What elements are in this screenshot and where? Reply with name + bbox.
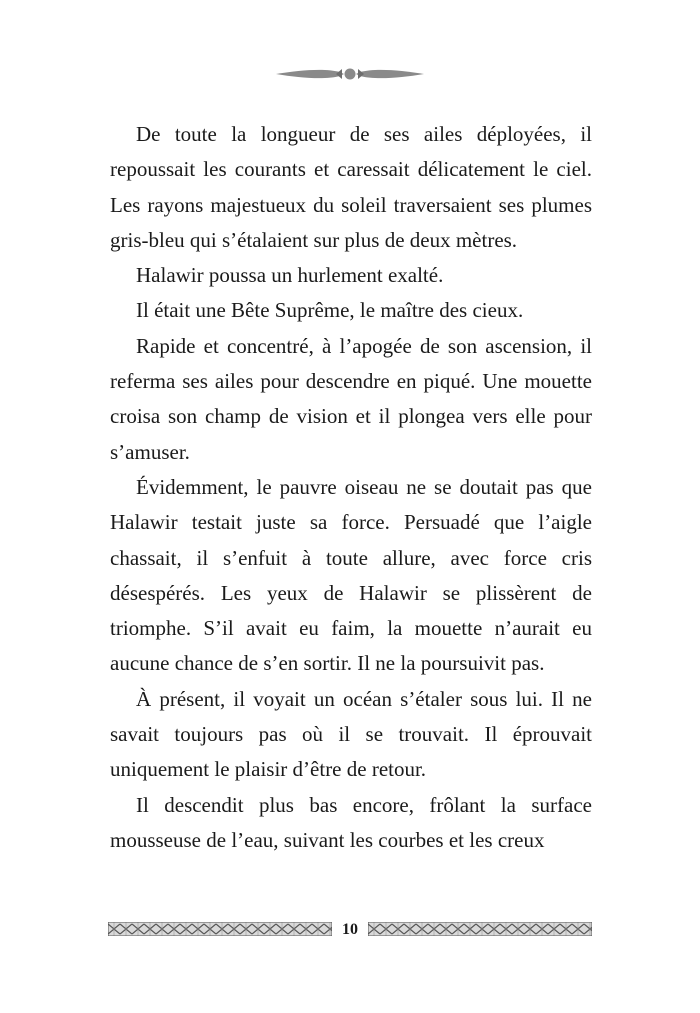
- paragraph: Il était une Bête Suprême, le maître des cieux.: [136, 298, 524, 323]
- body-text: [110, 117, 592, 858]
- paragraph: Rapide et concentré, à l’apogée de son ascension, il referma ses ailes pour descendre en piqué. Une mouette croisa son champ de vision et il plongea vers elle pour s’amuser.: [110, 333, 592, 464]
- paragraph: À présent, il voyait un océan s’étaler sous lui. Il ne savait toujours pas où il se trouvait. Il éprouvait uniquement le plaisir d’être de retour.: [110, 686, 592, 782]
- top-ornament: [270, 62, 430, 86]
- footer-ornament-right: [368, 922, 592, 936]
- page-footer: [108, 918, 592, 946]
- footer-ornament-left: [108, 922, 332, 936]
- paragraph: Halawir poussa un hurlement exalté.: [136, 263, 444, 288]
- paragraph: Il descendit plus bas encore, frôlant la surface mousseuse de l’eau, suivant les courbes et les creux: [110, 792, 592, 852]
- page-number: 10: [342, 921, 358, 938]
- paragraph: De toute la longueur de ses ailes déployées, il repoussait les courants et caressait délicatement le ciel. Les rayons majestueux du soleil traversaient ses plumes gris-bleu qui s’étalaient sur plus de deux mètres.: [110, 122, 592, 252]
- paragraph: Évidemment, le pauvre oiseau ne se doutait pas que Halawir testait juste sa force. Persuadé que l’aigle chassait, il s’enfuit à toute allure, avec force cris désespérés. Les yeux de Halawir se plissèrent de triomphe. S’il avait eu faim, la mouette n’aurait eu aucune chance de s’en sortir. Il ne la poursuivit pas.: [110, 474, 592, 676]
